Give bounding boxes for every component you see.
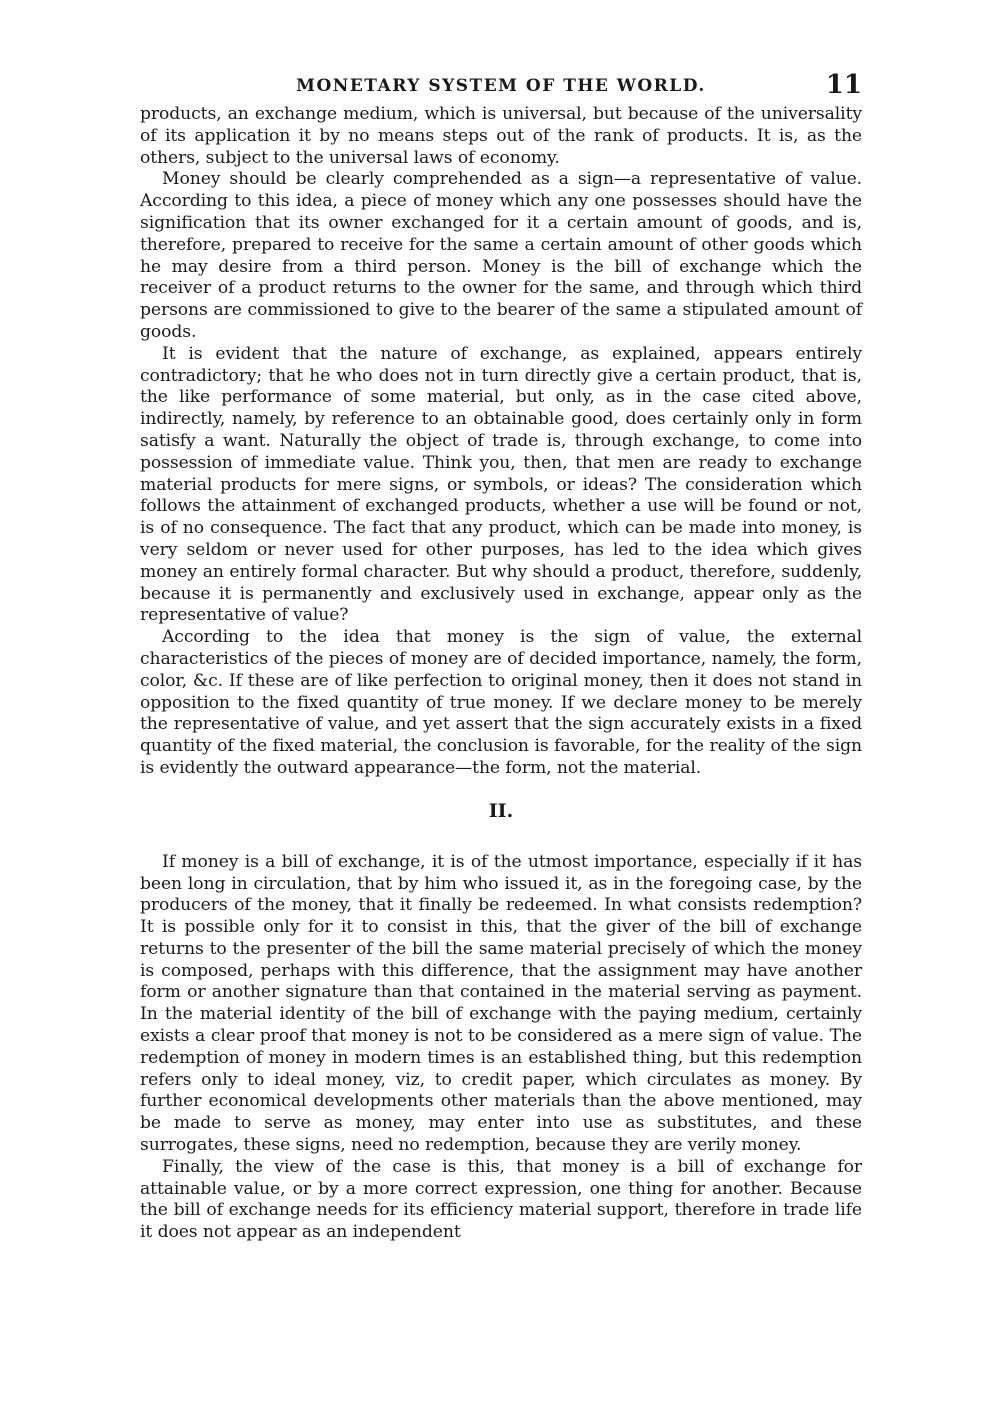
- paragraph-bill-of-exchange: If money is a bill of exchange, it is of the utmost importance, especially if it has been long in circulation, that by him who issued it, as in the foregoing case, by the producers of the money, that it finally be redeemed. In what consists redemption? It is possible only for it to consist in this, that the giver of the bill of exchange returns to the presenter of the bill the same material precisely of which the money is composed, perhaps with this difference, that the assignment may have another form or another signature than that contained in the material serving as payment. In the material identity of the bill of exchange with the paying medium, certainly exists a clear proof that money is not to be considered as a mere sign of value. The redemption of money in modern times is an established thing, but this redemption refers only to ideal money, viz, to credit paper, which circulates as money. By further economical developments other materials than the above mentioned, may be made to serve as money, may enter into use as substitutes, and these surrogates, these signs, need no redemption, because they are verily money.: [140, 851, 862, 1156]
- paragraph-continuation: products, an exchange medium, which is universal, but because of the universality of its application it by no means steps out of the rank of products. It is, as the others, subject to the universal laws of economy.: [140, 104, 862, 168]
- running-title: MONETARY SYSTEM OF THE WORLD.: [296, 76, 706, 96]
- paragraph-finally: Finally, the view of the case is this, that money is a bill of exchange for attainable value, or by a more correct expression, one thing for another. Because the bill of exchange needs for its efficiency material support, therefore in trade life it does not appear as an independent: [140, 1156, 862, 1243]
- section-heading: II.: [488, 799, 514, 822]
- paragraph-money-as-sign: Money should be clearly comprehended as a sign—a representative of value. According to this idea, a piece of money which any one possesses should have the signification that its owner exchanged for it a certain amount of goods, and is, therefore, prepared to receive for the same a certain amount of other goods which he may desire from a third person. Money is the bill of exchange which the receiver of a product returns to the owner for the same, and through which third persons are commissioned to give to the bearer of the same a stipulated amount of goods.: [140, 169, 862, 342]
- paragraph-external-characteristics: According to the idea that money is the sign of value, the external characteristics of the pieces of money are of decided importance, namely, the form, color, &c. If these are of like perfection to original money, then it does not stand in opposition to the fixed quantity of true money. If we declare money to be merely the representative of value, and yet assert that the sign accurately exists in a fixed quantity of the fixed material, the conclusion is favorable, for the reality of the sign is evidently the outward appearance—the form, not the material.: [140, 627, 862, 778]
- page-number: 11: [825, 70, 862, 100]
- running-head: [140, 70, 862, 98]
- paragraph-nature-of-exchange: It is evident that the nature of exchange, as explained, appears entirely contradictory; that he who does not in turn directly give a certain product, that is, the like performance of some material, but only, as in the case cited above, indirectly, namely, by reference to an obtainable good, does certainly only in form satisfy a want. Naturally the object of trade is, through exchange, to come into possession of immediate value. Think you, then, that men are ready to exchange material products for mere signs, or symbols, or ideas? The consideration which follows the attainment of exchanged products, whether a use will be found or not, is of no consequence. The fact that any product, which can be made into money, is very seldom or never used for other purposes, has led to the idea which gives money an entirely formal character. But why should a product, therefore, suddenly, because it is permanently and exclusively used in exchange, appear only as the representative of value?: [140, 343, 862, 626]
- document-page: [140, 70, 862, 1244]
